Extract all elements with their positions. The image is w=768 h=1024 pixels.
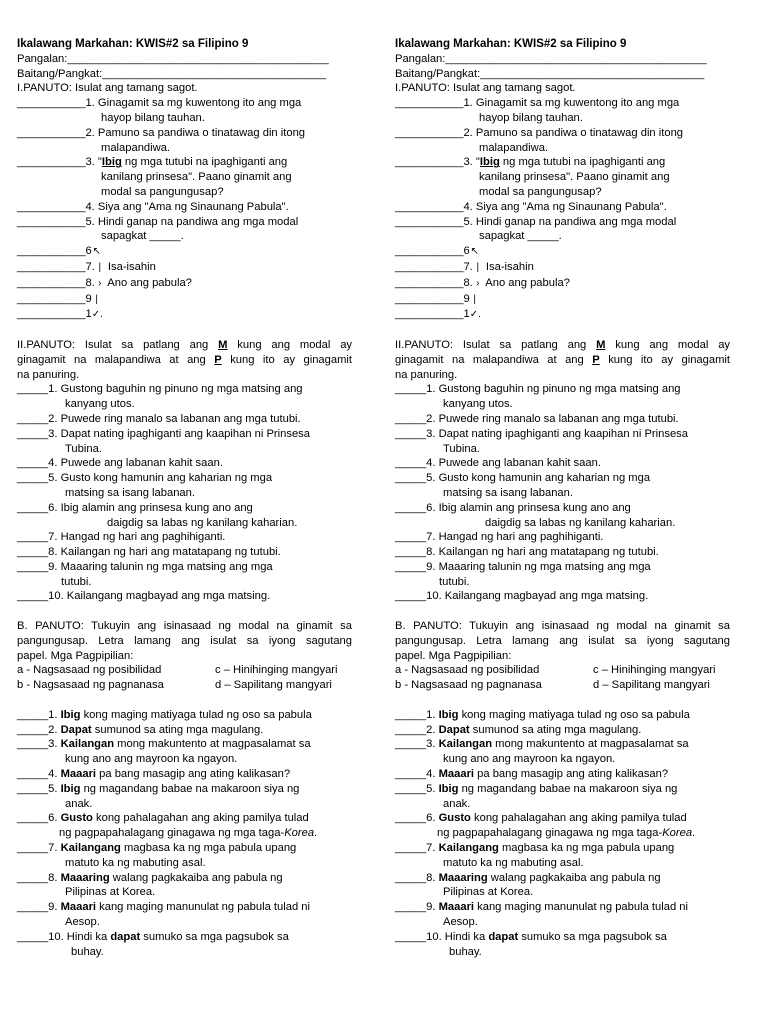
- part2-item: _____3. Dapat nating ipaghiganti ang kaapihan ni Prinsesa: [395, 427, 688, 440]
- partB-item-cont: kung ano ang mayroon ka ngayon.: [443, 753, 616, 766]
- partB-item: _____2. Dapat sumunod sa ating mga magulang.: [395, 723, 642, 736]
- part1-question-3-cont2: modal sa pangungusap?: [479, 185, 602, 198]
- part2-item-cont: Tubina.: [65, 442, 102, 455]
- part1-question-2: ___________2. Pamuno sa pandiwa o tinatawag din itong: [17, 126, 306, 139]
- part1-question-10: ___________1✓.: [395, 307, 730, 323]
- bar-mark-icon: |: [98, 261, 102, 273]
- part2-item-cont: matsing sa isang labanan.: [443, 486, 573, 499]
- partB-item: _____10. Hindi ka dapat sumuko sa mga pagsubok sa: [17, 930, 289, 943]
- partB-item-cont: Pilipinas at Korea.: [443, 886, 534, 899]
- part1-question-3-cont: kanilang prinsesa". Paano ginamit ang: [101, 171, 292, 184]
- part2-item: _____8. Kailangan ng hari ang matatapang ng tutubi.: [17, 546, 281, 559]
- partB-item: _____6. Gusto kong pahalagahan ang aking pamilya tulad: [17, 812, 309, 825]
- part1-question-3-cont: kanilang prinsesa". Paano ginamit ang: [479, 171, 670, 184]
- partB-item-cont: anak.: [65, 797, 93, 810]
- partB-item: _____6. Gusto kong pahalagahan ang aking pamilya tulad: [395, 812, 687, 825]
- part1-question-4: ___________4. Siya ang "Ama ng Sinaunang Pabula".: [395, 200, 667, 213]
- part1-question-1-cont: hayop bilang tauhan.: [479, 111, 583, 124]
- partB-item: _____2. Dapat sumunod sa ating mga magulang.: [17, 723, 264, 736]
- quiz-copy-left: [17, 37, 352, 959]
- part1-question-2: ___________2. Pamuno sa pandiwa o tinatawag din itong: [395, 126, 684, 139]
- arrow-mark-icon: ›: [98, 277, 102, 289]
- partB-item-cont: kung ano ang mayroon ka ngayon.: [65, 753, 238, 766]
- grade-line: Baitang/Pangkat:____________________________________: [395, 67, 705, 80]
- part1-question-3-cont2: modal sa pangungusap?: [101, 185, 224, 198]
- part2-instruction: II.PANUTO: Isulat sa patlang ang M kung ang modal ay: [395, 338, 731, 351]
- part2-item: _____4. Puwede ang labanan kahit saan.: [395, 457, 601, 470]
- partB-instruction-l2: pangungusap. Letra lamang ang isulat sa iyong sagutang: [395, 634, 730, 647]
- part1-question-5: ___________5. Hindi ganap na pandiwa ang mga modal: [395, 215, 677, 228]
- partB-item-cont: matuto ka ng mabuting asal.: [443, 856, 584, 869]
- part2-item: _____5. Gusto kong hamunin ang kaharian ng mga: [17, 472, 273, 485]
- partB-item: _____9. Maaari kang maging manunulat ng pabula tulad ni: [395, 901, 688, 914]
- part2-item: _____5. Gusto kong hamunin ang kaharian ng mga: [395, 472, 651, 485]
- partB-item: _____7. Kailangang magbasa ka ng mga pabula upang: [395, 842, 675, 855]
- partB-item: _____4. Maaari pa bang masagip ang ating kalikasan?: [17, 768, 291, 781]
- bar-mark-icon: |: [95, 293, 98, 305]
- bar-mark-icon: |: [476, 261, 480, 273]
- partB-item-cont: Aesop.: [443, 916, 478, 929]
- part2-item-cont: daigdig sa labas ng kanilang kaharian.: [485, 516, 676, 529]
- part1-question-5: ___________5. Hindi ganap na pandiwa ang mga modal: [17, 215, 299, 228]
- part1-instruction: I.PANUTO: Isulat ang tamang sagot.: [395, 82, 576, 95]
- partB-item-cont: ng pagpapahalagang ginagawa ng mga taga-Korea.: [437, 827, 696, 840]
- part2-item-cont: kanyang utos.: [443, 398, 513, 411]
- partB-item-cont: anak.: [443, 797, 471, 810]
- partB-item: _____5. Ibig ng magandang babae na makaroon siya ng: [17, 782, 300, 795]
- quiz-title: Ikalawang Markahan: KWIS#2 sa Filipino 9: [17, 38, 249, 50]
- partB-instruction-l3: papel. Mga Pagpipilian:: [395, 649, 512, 662]
- part2-item: _____7. Hangad ng hari ang paghihiganti.: [17, 531, 226, 544]
- part2-item-cont: tutubi.: [61, 575, 92, 588]
- partB-instruction: B. PANUTO: Tukuyin ang isinasaad ng modal na ginamit sa: [17, 620, 352, 633]
- part2-item-cont: Tubina.: [443, 442, 480, 455]
- quiz-copy-right: [395, 37, 730, 959]
- part2-instruction-l3: na panuring.: [17, 368, 80, 381]
- partB-options-bd: b - Nagsasaad ng pagnanasa d – Sapilitang mangyari: [17, 679, 332, 692]
- part1-question-1: ___________1. Ginagamit sa mg kuwentong ito ang mga: [17, 97, 302, 110]
- partB-instruction: B. PANUTO: Tukuyin ang isinasaad ng modal na ginamit sa: [395, 620, 730, 633]
- partB-item: _____3. Kailangan mong makuntento at magpasalamat sa: [17, 738, 311, 751]
- partB-item-cont: Pilipinas at Korea.: [65, 886, 156, 899]
- part2-item: _____3. Dapat nating ipaghiganti ang kaapihan ni Prinsesa: [17, 427, 310, 440]
- partB-options-bd: b - Nagsasaad ng pagnanasa d – Sapilitang mangyari: [395, 679, 710, 692]
- part2-item: _____1. Gustong baguhin ng pinuno ng mga matsing ang: [17, 383, 303, 396]
- part1-question-3: ___________3. "Ibig ng mga tutubi na ipaghiganti ang: [395, 156, 666, 169]
- partB-item: _____4. Maaari pa bang masagip ang ating kalikasan?: [395, 768, 669, 781]
- part1-question-1-cont: hayop bilang tauhan.: [101, 111, 205, 124]
- check-mark-icon: ✓.: [91, 309, 103, 321]
- part1-question-7: ___________7. | Isa-isahin: [17, 260, 352, 276]
- part2-item: _____10. Kailangang magbayad ang mga matsing.: [17, 590, 271, 603]
- name-line: Pangalan:__________________________________________: [17, 52, 329, 65]
- part2-item-cont: matsing sa isang labanan.: [65, 486, 195, 499]
- part2-item: _____9. Maaaring talunin ng mga matsing ang mga: [395, 560, 651, 573]
- part1-question-5-cont: sapagkat _____.: [101, 230, 184, 243]
- part1-question-10: ___________1✓.: [17, 307, 352, 323]
- partB-item: _____3. Kailangan mong makuntento at magpasalamat sa: [395, 738, 689, 751]
- part1-question-8: ___________8. › Ano ang pabula?: [395, 276, 730, 292]
- part1-question-2-cont: malapandiwa.: [101, 141, 171, 154]
- grade-line: Baitang/Pangkat:____________________________________: [17, 67, 327, 80]
- partB-item: _____1. Ibig kong maging matiyaga tulad ng oso sa pabula: [395, 708, 690, 721]
- part1-question-1: ___________1. Ginagamit sa mg kuwentong ito ang mga: [395, 97, 680, 110]
- part1-question-7: ___________7. | Isa-isahin: [395, 260, 730, 276]
- partB-item: _____8. Maaaring walang pagkakaiba ang pabula ng: [17, 871, 283, 884]
- quiz-title: Ikalawang Markahan: KWIS#2 sa Filipino 9: [395, 38, 627, 50]
- part2-item: _____7. Hangad ng hari ang paghihiganti.: [395, 531, 604, 544]
- part1-question-4: ___________4. Siya ang "Ama ng Sinaunang Pabula".: [17, 200, 289, 213]
- partB-item-cont: buhay.: [71, 945, 104, 958]
- partB-item: _____10. Hindi ka dapat sumuko sa mga pagsubok sa: [395, 930, 667, 943]
- partB-item: _____8. Maaaring walang pagkakaiba ang pabula ng: [395, 871, 661, 884]
- part2-item: _____1. Gustong baguhin ng pinuno ng mga matsing ang: [395, 383, 681, 396]
- partB-item: _____5. Ibig ng magandang babae na makaroon siya ng: [395, 782, 678, 795]
- partB-item-cont: ng pagpapahalagang ginagawa ng mga taga-Korea.: [59, 827, 318, 840]
- part2-item-cont: tutubi.: [439, 575, 470, 588]
- part2-instruction-l2: ginagamit na malapandiwa at ang P kung ito ay ginagamit: [17, 353, 353, 366]
- bracket-mark-icon: ↖: [470, 246, 479, 258]
- part1-question-9: ___________9 |: [395, 292, 730, 308]
- part2-instruction-l3: na panuring.: [395, 368, 458, 381]
- part2-instruction-l2: ginagamit na malapandiwa at ang P kung ito ay ginagamit: [395, 353, 731, 366]
- part2-item-cont: kanyang utos.: [65, 398, 135, 411]
- part1-question-3: ___________3. "Ibig ng mga tutubi na ipaghiganti ang: [17, 156, 288, 169]
- partB-instruction-l3: papel. Mga Pagpipilian:: [17, 649, 134, 662]
- part1-instruction: I.PANUTO: Isulat ang tamang sagot.: [17, 82, 198, 95]
- partB-item-cont: matuto ka ng mabuting asal.: [65, 856, 206, 869]
- part2-instruction: II.PANUTO: Isulat sa patlang ang M kung ang modal ay: [17, 338, 353, 351]
- partB-item-cont: buhay.: [449, 945, 482, 958]
- part2-item: _____6. Ibig alamin ang prinsesa kung ano ang: [17, 501, 253, 514]
- part2-item: _____10. Kailangang magbayad ang mga matsing.: [395, 590, 649, 603]
- partB-options-ac: a - Nagsasaad ng posibilidad c – Hinihinging mangyari: [395, 664, 716, 677]
- part2-item: _____2. Puwede ring manalo sa labanan ang mga tutubi.: [17, 412, 301, 425]
- part1-question-2-cont: malapandiwa.: [479, 141, 549, 154]
- name-line: Pangalan:__________________________________________: [395, 52, 707, 65]
- part2-item: _____2. Puwede ring manalo sa labanan ang mga tutubi.: [395, 412, 679, 425]
- check-mark-icon: ✓.: [469, 309, 481, 321]
- part2-item: _____8. Kailangan ng hari ang matatapang ng tutubi.: [395, 546, 659, 559]
- partB-item: _____1. Ibig kong maging matiyaga tulad ng oso sa pabula: [17, 708, 312, 721]
- part2-item: _____4. Puwede ang labanan kahit saan.: [17, 457, 223, 470]
- partB-item-cont: Aesop.: [65, 916, 100, 929]
- bar-mark-icon: |: [473, 293, 476, 305]
- part1-question-6: ___________6↖: [395, 244, 730, 260]
- arrow-mark-icon: ›: [476, 277, 480, 289]
- part2-item: _____9. Maaaring talunin ng mga matsing ang mga: [17, 560, 273, 573]
- partB-item: _____9. Maaari kang maging manunulat ng pabula tulad ni: [17, 901, 310, 914]
- part1-question-9: ___________9 |: [17, 292, 352, 308]
- part1-question-6: ___________6↖: [17, 244, 352, 260]
- bracket-mark-icon: ↖: [92, 246, 101, 258]
- part1-question-5-cont: sapagkat _____.: [479, 230, 562, 243]
- partB-options-ac: a - Nagsasaad ng posibilidad c – Hinihinging mangyari: [17, 664, 338, 677]
- part2-item: _____6. Ibig alamin ang prinsesa kung ano ang: [395, 501, 631, 514]
- partB-instruction-l2: pangungusap. Letra lamang ang isulat sa iyong sagutang: [17, 634, 352, 647]
- part2-item-cont: daigdig sa labas ng kanilang kaharian.: [107, 516, 298, 529]
- part1-question-8: ___________8. › Ano ang pabula?: [17, 276, 352, 292]
- partB-item: _____7. Kailangang magbasa ka ng mga pabula upang: [17, 842, 297, 855]
